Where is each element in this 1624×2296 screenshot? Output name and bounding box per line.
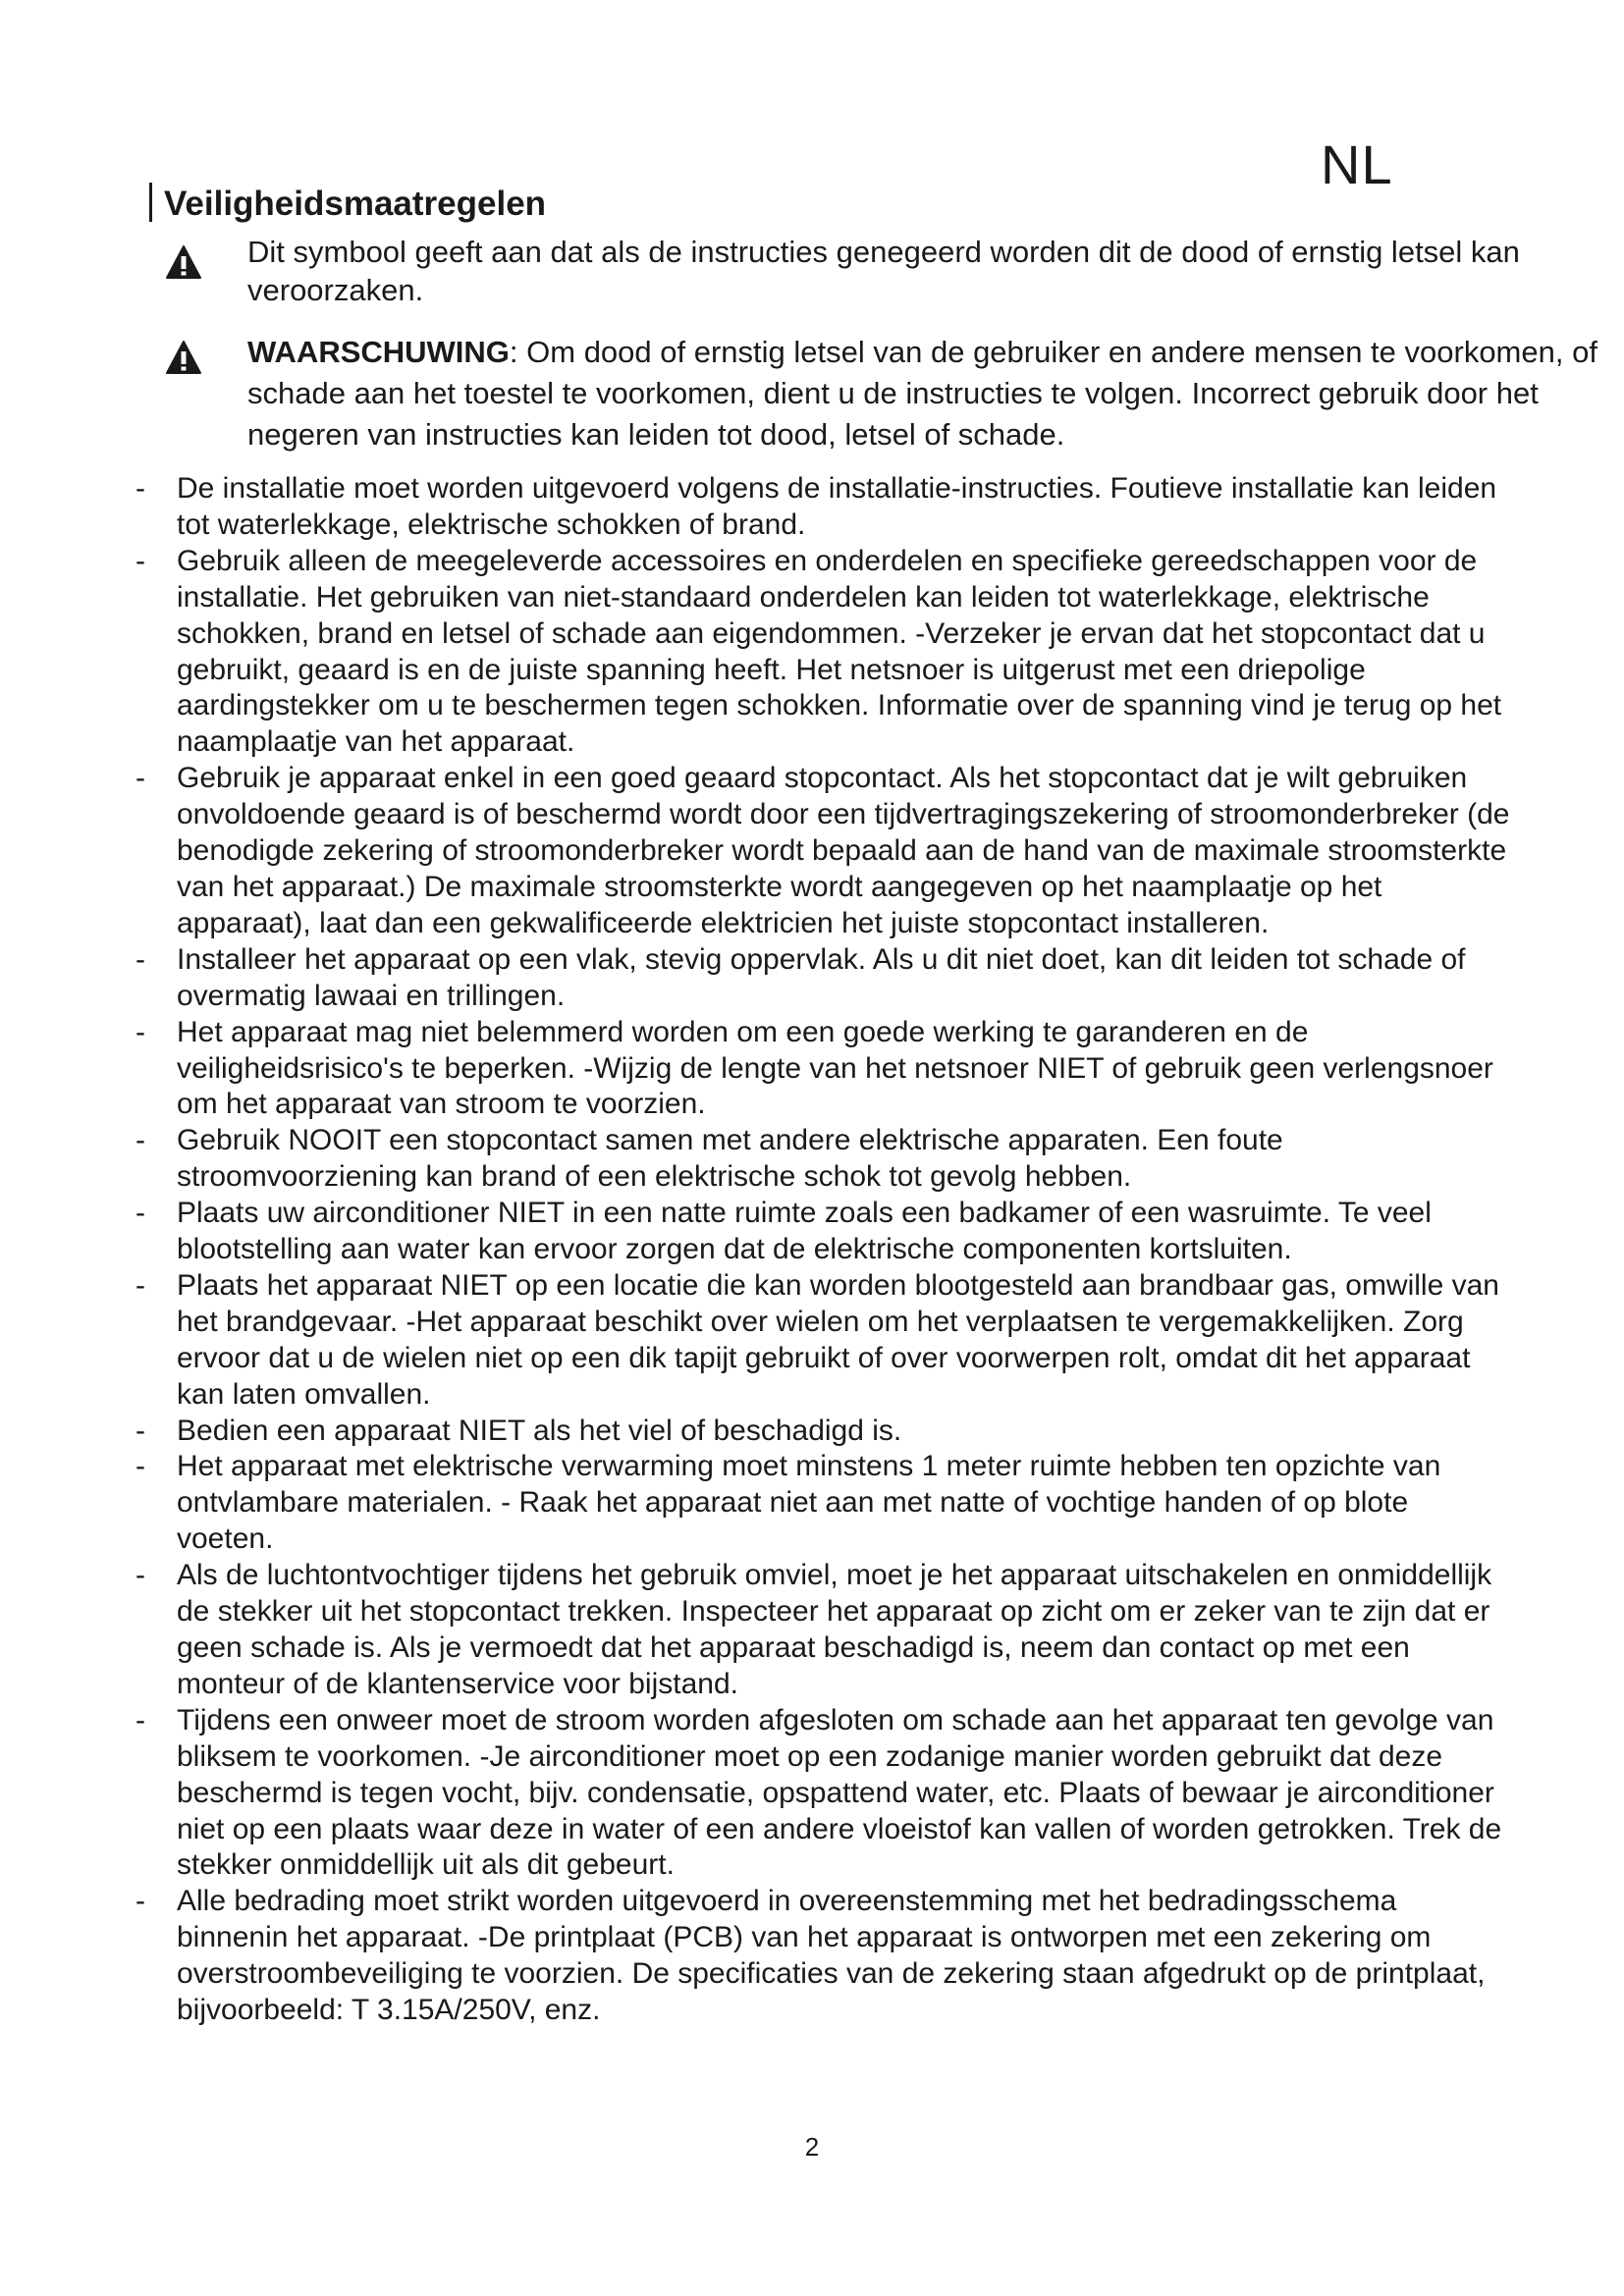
- list-item: [135, 1703, 1510, 1885]
- warning-triangle-icon: [165, 340, 202, 375]
- list-item-text: Het apparaat met elektrische verwarming moet minstens 1 meter ruimte hebben ten opzichte van ontvlambare materialen. - Raak het apparaat niet aan met natte of vochtige handen of op blote voeten.: [177, 1450, 1441, 1556]
- list-item-text: De installatie moet worden uitgevoerd volgens de installatie-instructies. Foutieve installatie kan leiden tot waterlekkage, elektrische schokken of brand.: [177, 472, 1497, 541]
- list-item: [135, 1015, 1510, 1124]
- list-item: [135, 471, 1510, 544]
- list-item-text: Gebruik je apparaat enkel in een goed geaard stopcontact. Als het stopcontact dat je wilt gebruiken onvoldoende geaard is of beschermd wordt door een tijdvertragingszekering of stroomonderbreker (de benodigde zekering of stroomonderbreker wordt bepaald aan de hand van de maximale stroomsterkte van het apparaat.) De maximale stroomsterkte wordt aangegeven op het naamplaatje op het apparaat), laat dan een gekwalificeerde elektricien het juiste stopcontact installeren.: [177, 762, 1510, 939]
- bullet-dash: -: [135, 1414, 145, 1447]
- section-heading-text: Veiligheidsmaatregelen: [164, 185, 547, 223]
- list-item: [135, 942, 1510, 1015]
- safety-list: [135, 471, 1510, 2029]
- symbol-note-text: Dit symbool geeft aan dat als de instructies genegeerd worden dit de dood of ernstig letsel kan veroorzaken.: [247, 235, 1520, 307]
- list-item: [135, 761, 1510, 942]
- list-item: [135, 1884, 1510, 2029]
- list-item-text: Installeer het apparaat op een vlak, stevig oppervlak. Als u dit niet doet, kan dit leiden tot schade of overmatig lawaai en trillingen.: [177, 942, 1466, 1012]
- bullet-dash: -: [135, 1559, 145, 1592]
- list-item: [135, 1414, 1510, 1450]
- list-item-text: Plaats uw airconditioner NIET in een natte ruimte zoals een badkamer of een wasruimte. Te veel blootstelling aan water kan ervoor zorgen dat de elektrische componenten kortsluiten.: [177, 1197, 1432, 1266]
- list-item-text: Gebruik NOOIT een stopcontact samen met andere elektrische apparaten. Een foute stroomvoorziening kan brand of een elektrische schok tot gevolg hebben.: [177, 1124, 1283, 1194]
- bullet-dash: -: [135, 1197, 145, 1230]
- list-item-text: Gebruik alleen de meegeleverde accessoires en onderdelen en specifieke gereedschappen voor de installatie. Het gebruiken van niet-standaard onderdelen kan leiden tot waterlekkage, elektrische schokken, brand en letsel of schade aan eigendommen. -Verzeker je ervan dat het stopcontact dat u gebruikt, geaard is en de juiste spanning heeft. Het netsnoer is uitgerust met een driepolige aardingstekker om u te beschermen tegen schokken. Informatie over de spanning vind je terug op het naamplaatje van het apparaat.: [177, 544, 1502, 759]
- bullet-dash: -: [135, 1885, 145, 1918]
- list-item-text: Tijdens een onweer moet de stroom worden afgesloten om schade aan het apparaat ten gevolge van bliksem te voorkomen. -Je airconditioner moet op een zodanige manier worden gebruikt dat deze beschermd is tegen vocht, bijv. condensatie, opspattend water, etc. Plaats of bewaar je airconditioner niet op een plaats waar deze in water of een andere vloeistof kan vallen of worden getrokken. Trek de stekker onmiddellijk uit als dit gebeurt.: [177, 1703, 1502, 1882]
- heading-bar: [149, 183, 152, 222]
- bullet-dash: -: [135, 1015, 145, 1048]
- bullet-dash: -: [135, 1703, 145, 1736]
- warning-triangle-icon: [165, 244, 202, 280]
- bullet-dash: -: [135, 472, 145, 505]
- list-item-text: Als de luchtontvochtiger tijdens het gebruik omviel, moet je het apparaat uitschakelen en onmiddellijk de stekker uit het stopcontact trekken. Inspecteer het apparaat op zicht om er zeker van te zijn dat er geen schade is. Als je vermoedt dat het apparaat beschadigd is, neem dan contact op met een monteur of de klantenservice voor bijstand.: [177, 1559, 1492, 1700]
- bullet-dash: -: [135, 1450, 145, 1483]
- list-item-text: Alle bedrading moet strikt worden uitgevoerd in overeenstemming met het bedradingsschema binnenin het apparaat. -De printplaat (PCB) van het apparaat is ontworpen met een zekering om overstroombeveiliging te voorzien. De specificaties van de zekering staan afgedrukt op de printplaat, bijvoorbeeld: T 3.15A/250V, enz.: [177, 1885, 1486, 2027]
- list-item: [135, 1558, 1510, 1703]
- bullet-dash: -: [135, 942, 145, 976]
- warning-label: WAARSCHUWING: [247, 335, 510, 369]
- bullet-dash: -: [135, 1124, 145, 1157]
- section-heading: [149, 183, 546, 226]
- list-item-text: Plaats het apparaat NIET op een locatie die kan worden blootgesteld aan brandbaar gas, omwille van het brandgevaar. -Het apparaat beschikt over wielen om het verplaatsen te vergemakkelijken. Zorg ervoor dat u de wielen niet op een dik tapijt gebruikt of over voorwerpen rolt, omdat dit het apparaat kan laten omvallen.: [177, 1268, 1499, 1411]
- list-item-text: Het apparaat mag niet belemmerd worden om een goede werking te garanderen en de veiligheidsrisico's te beperken. -Wijzig de lengte van het netsnoer NIET of gebruik geen verlengsnoer om het apparaat van stroom te voorzien.: [177, 1015, 1493, 1121]
- list-item: [135, 1268, 1510, 1414]
- page-number: 2: [804, 2132, 820, 2162]
- list-item-text: Bedien een apparaat NIET als het viel of beschadigd is.: [177, 1414, 902, 1447]
- language-code: NL: [1321, 133, 1393, 195]
- bullet-dash: -: [135, 1268, 145, 1302]
- list-item: [135, 1196, 1510, 1268]
- warning-text: [247, 332, 1624, 455]
- list-item: [135, 1449, 1510, 1558]
- bullet-dash: -: [135, 544, 145, 577]
- list-item: [135, 1123, 1510, 1196]
- warning-body: : Om dood of ernstig letsel van de gebruiker en andere mensen te voorkomen, of schade aan het toestel te voorkomen, dient u de instructies te volgen. Incorrect gebruik door het negeren van instructies kan leiden tot dood, letsel of schade.: [247, 335, 1597, 452]
- bullet-dash: -: [135, 762, 145, 795]
- list-item: [135, 544, 1510, 761]
